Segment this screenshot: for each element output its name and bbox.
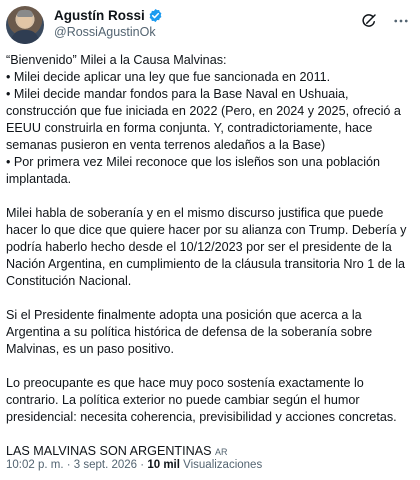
meta-separator: · [63, 459, 74, 471]
post-date[interactable]: 3 sept. 2026 [73, 459, 138, 471]
author-display-name[interactable]: Agustín Rossi [54, 8, 145, 23]
post-meta [6, 459, 262, 471]
grok-icon[interactable] [360, 12, 378, 30]
avatar[interactable] [6, 6, 44, 44]
closing-line: LAS MALVINAS SON ARGENTINAS [6, 444, 212, 458]
post-body [6, 52, 414, 461]
flag-tag: AR [215, 447, 228, 457]
author-block [54, 8, 163, 39]
post-paragraph-2: Milei habla de soberanía y en el mismo discurso justifica que puede hacer lo que dice que quiere hacer por su alianza con Trump. Debería y podría haberlo hecho desde el 10/12/2023 por ser el presidente de la Nación Argentina, en cumplimiento de la cláusula transitoria Nro 1 de la Constitución Nacional. [6, 206, 407, 288]
more-options-icon[interactable] [392, 12, 410, 30]
author-handle[interactable]: @RossiAgustinOk [54, 25, 156, 39]
post-header [6, 6, 414, 46]
header-actions [360, 12, 410, 30]
post-paragraph-1: “Bienvenido” Milei a la Causa Malvinas: • Milei decide aplicar una ley que fue sancionada en 2011. • Milei decide mandar fondos para la Base Naval en Ushuaia, construcción que fue iniciada en 2022 (Pero, en 2024 y 2025, ofreció a EEUU construirla en forma conjunta. Y, contradictoriamente, hace semanas pusieron en venta terrenos aledaños a la Base) • Por primera vez Milei reconoce que los isleños son una población implantada. [6, 53, 401, 186]
post-time[interactable]: 10:02 p. m. [6, 459, 64, 471]
post-paragraph-3: Si el Presidente finalmente adopta una posición que acerca a la Argentina a su política histórica de defensa de la soberanía sobre Malvinas, es un paso positivo. [6, 308, 373, 356]
verified-badge-icon [148, 8, 163, 23]
post-paragraph-4: Lo preocupante es que hace muy poco sostenía exactamente lo contrario. La política exterior no puede cambiar según el humor presidencial: necesita coherencia, previsibilidad y acciones concretas. [6, 376, 397, 424]
meta-separator-2: · [137, 459, 148, 471]
name-row [54, 8, 163, 23]
views-label: Visualizaciones [183, 459, 263, 471]
views-count: 10 mil [147, 459, 180, 471]
